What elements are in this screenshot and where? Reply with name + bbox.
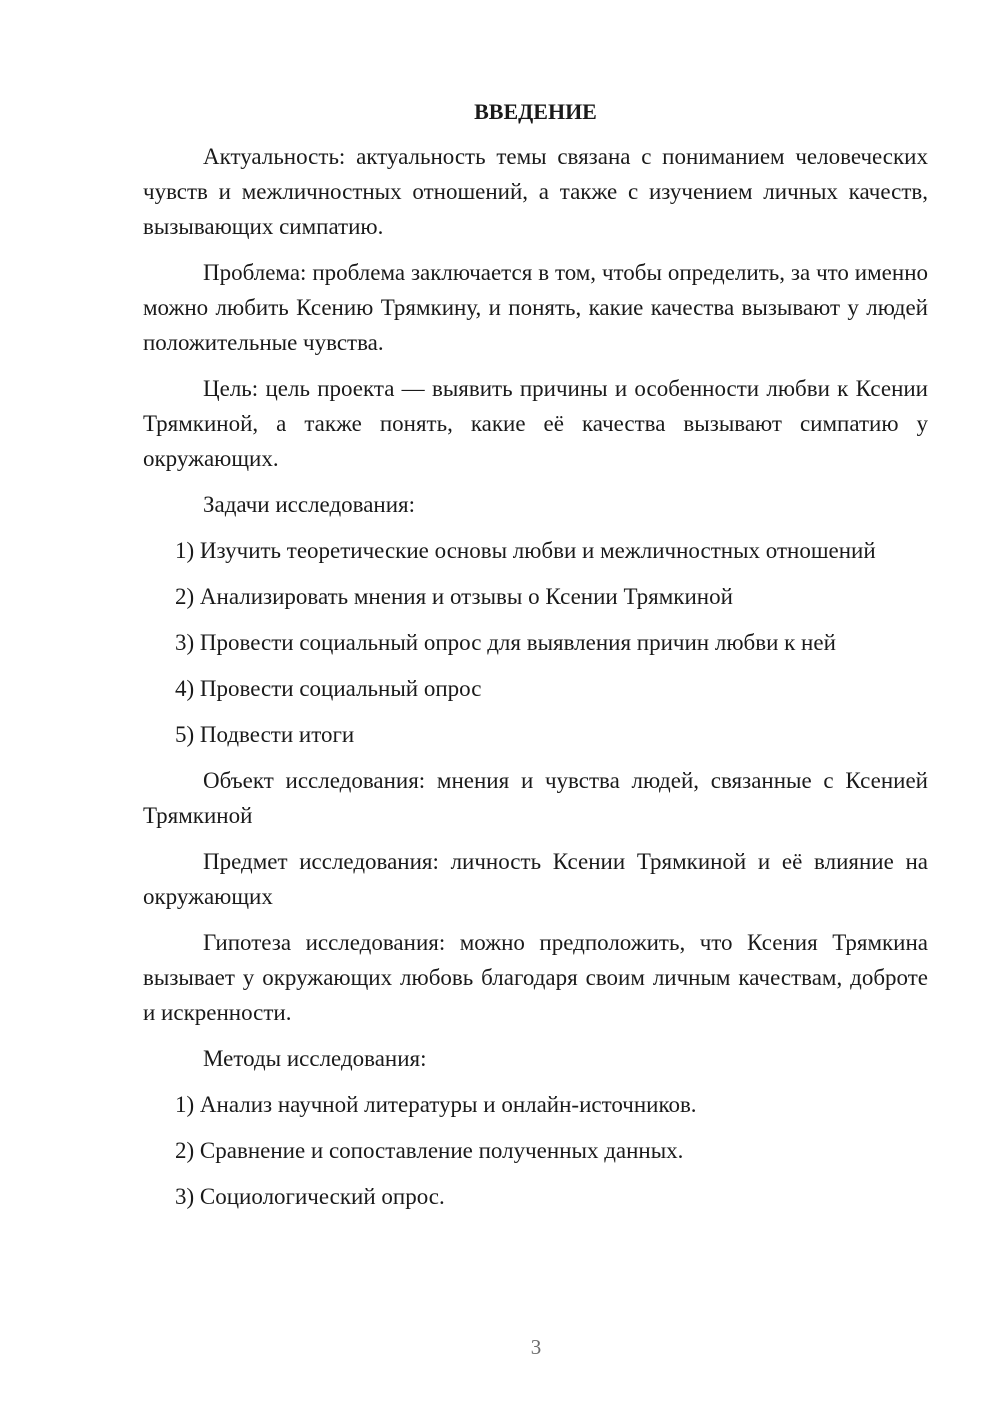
task-item: 4) Провести социальный опрос [175,676,482,701]
hypothesis-paragraph: Гипотеза исследования: можно предположить, что Ксения Трямкина вызывает у окружающих любовь благодаря своим личным качествам, доброте и искренности. [143,930,928,1025]
page-content [143,94,928,1225]
relevance-paragraph: Актуальность: актуальность темы связана с пониманием человеческих чувств и межличностных отношений, а также с изучением личных качеств, вызывающих симпатию. [143,144,928,239]
task-item: 3) Провести социальный опрос для выявления причин любви к ней [175,630,836,655]
tasks-list [143,533,928,752]
subject-paragraph: Предмет исследования: личность Ксении Трямкиной и её влияние на окружающих [143,849,928,909]
method-item: 3) Социологический опрос. [175,1184,445,1209]
methods-list [143,1087,928,1214]
task-item: 1) Изучить теоретические основы любви и межличностных отношений [175,538,876,563]
methods-heading: Методы исследования: [203,1046,427,1071]
goal-paragraph: Цель: цель проекта — выявить причины и особенности любви к Ксении Трямкиной, а также понять, какие её качества вызывают симпатию у окружающих. [143,376,928,471]
page-number: 3 [530,1335,542,1359]
method-item: 1) Анализ научной литературы и онлайн-источников. [175,1092,697,1117]
tasks-heading: Задачи исследования: [203,492,416,517]
object-paragraph: Объект исследования: мнения и чувства людей, связанные с Ксенией Трямкиной [143,768,928,828]
task-item: 2) Анализировать мнения и отзывы о Ксении Трямкиной [175,584,733,609]
section-title: ВВЕДЕНИЕ [474,99,597,124]
task-item: 5) Подвести итоги [175,722,355,747]
problem-paragraph: Проблема: проблема заключается в том, чтобы определить, за что именно можно любить Ксению Трямкину, и понять, какие качества вызывают у людей положительные чувства. [143,260,928,355]
method-item: 2) Сравнение и сопоставление полученных данных. [175,1138,684,1163]
